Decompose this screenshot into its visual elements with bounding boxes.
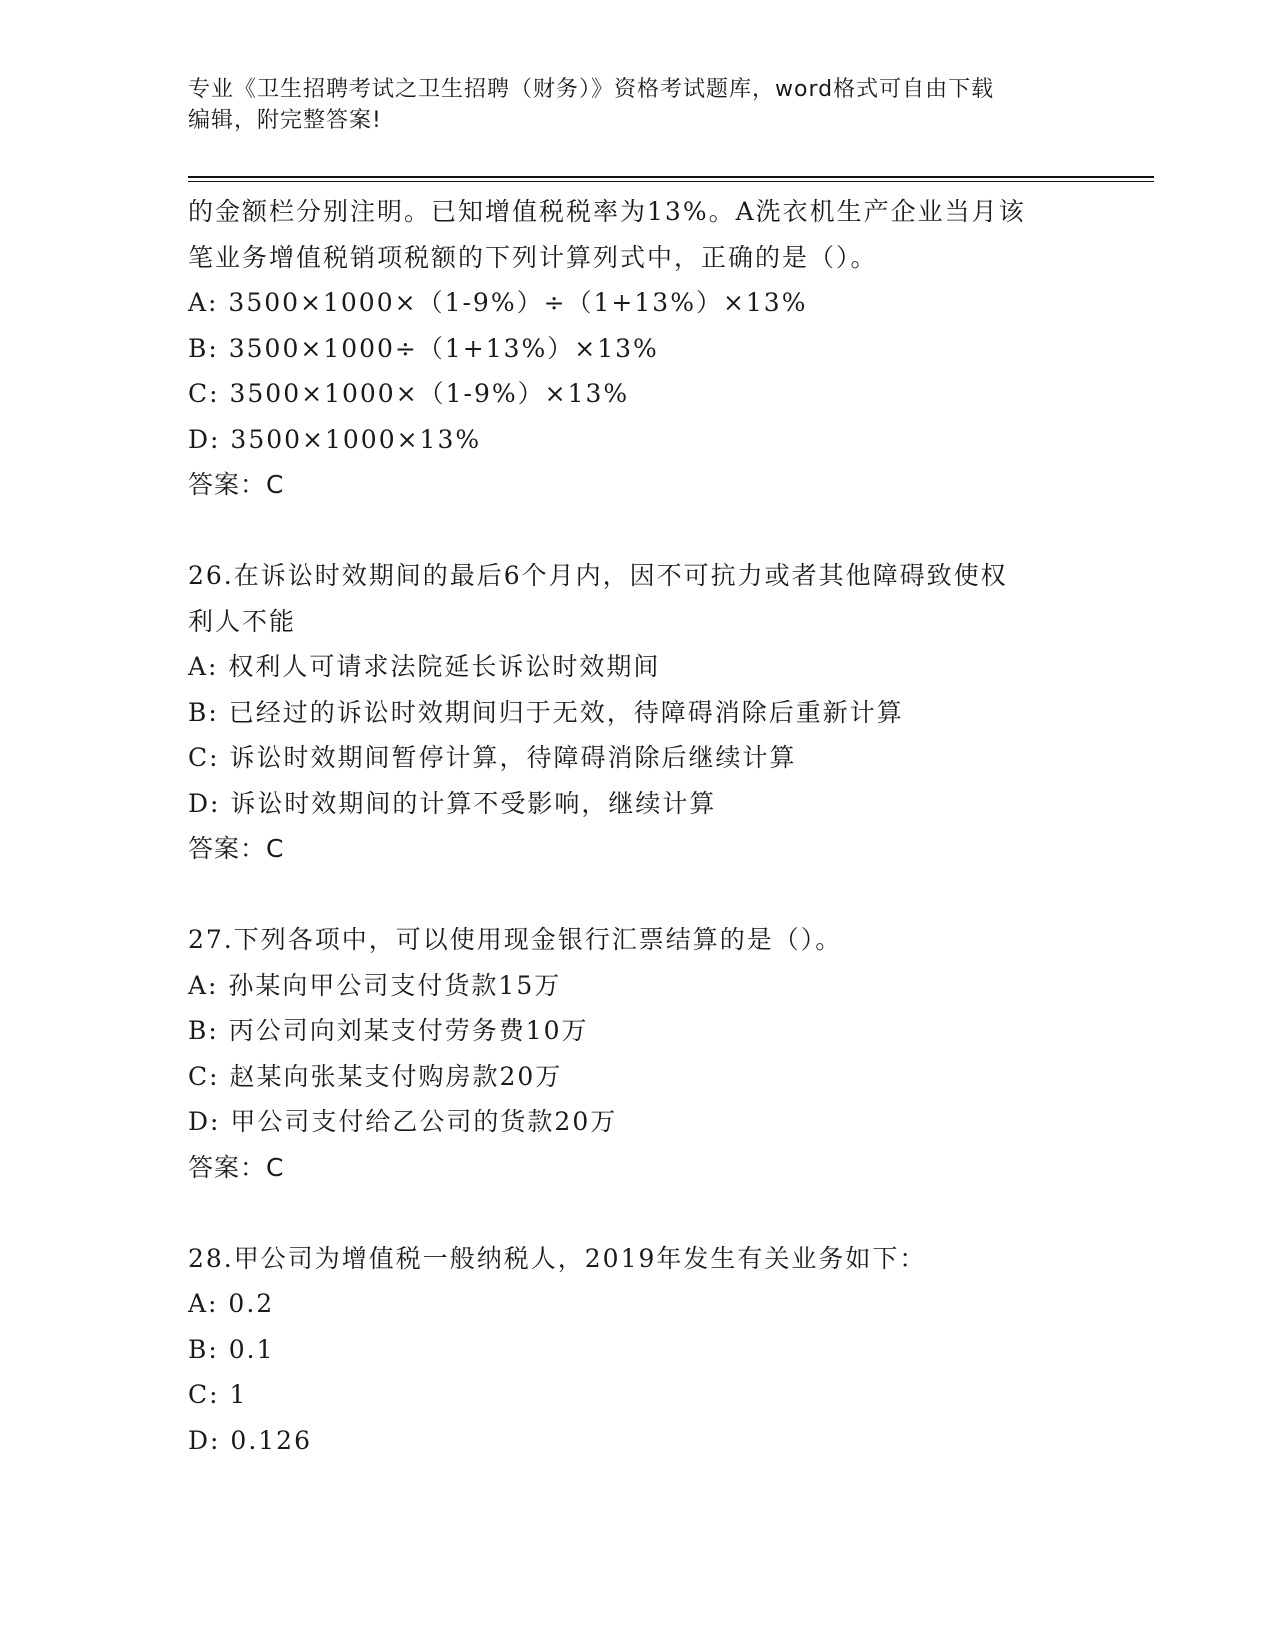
header-line-1: 专业《卫生招聘考试之卫生招聘（财务）》资格考试题库，word格式可自由下载 xyxy=(188,77,995,102)
header-line-2: 编辑，附完整答案! xyxy=(188,108,382,133)
question-26-option-b: B: 已经过的诉讼时效期间归于无效，待障碍消除后重新计算 xyxy=(188,697,904,727)
question-28-option-d: D: 0.126 xyxy=(188,1425,312,1455)
question-26-stem-line-2: 利人不能 xyxy=(188,606,297,636)
spacer xyxy=(188,1190,1118,1236)
question-26-answer: 答案：C xyxy=(188,834,285,863)
question-27-stem: 27.下列各项中，可以使用现金银行汇票结算的是（）。 xyxy=(188,925,843,954)
question-26-option-c: C: 诉讼时效期间暂停计算，待障碍消除后继续计算 xyxy=(188,743,797,772)
question-25-answer: 答案：C xyxy=(188,470,285,499)
question-list xyxy=(188,189,1118,1463)
question-28-option-c: C: 1 xyxy=(188,1380,248,1409)
question-28-stem: 28.甲公司为增值税一般纳税人，2019年发生有关业务如下： xyxy=(188,1243,927,1273)
document-header xyxy=(188,74,1088,136)
question-25-option-d: D: 3500×1000×13% xyxy=(188,424,482,454)
question-25-option-a: A: 3500×1000×（1-9%）÷（1+13%）×13% xyxy=(188,288,808,317)
question-27-option-a: A: 孙某向甲公司支付货款15万 xyxy=(188,970,562,1000)
question-26-option-a: A: 权利人可请求法院延长诉讼时效期间 xyxy=(188,652,661,681)
question-27-option-c: C: 赵某向张某支付购房款20万 xyxy=(188,1061,563,1091)
spacer xyxy=(188,508,1118,554)
header-rule-thick xyxy=(188,176,1154,178)
question-27-option-b: B: 丙公司向刘某支付劳务费10万 xyxy=(188,1016,589,1045)
question-25-option-b: B: 3500×1000÷（1+13%）×13% xyxy=(188,333,659,363)
question-28-option-a: A: 0.2 xyxy=(188,1289,275,1318)
question-25-stem-line-2: 笔业务增值税销项税额的下列计算列式中，正确的是（）。 xyxy=(188,242,878,272)
question-26-stem-line-1: 26.在诉讼时效期间的最后6个月内，因不可抗力或者其他障碍致使权 xyxy=(188,561,1008,590)
question-25-stem-line-1: 的金额栏分别注明。已知增值税税率为13%。A洗衣机生产企业当月该 xyxy=(188,197,1026,226)
question-27-answer: 答案：C xyxy=(188,1152,285,1182)
question-27-option-d: D: 甲公司支付给乙公司的货款20万 xyxy=(188,1107,618,1136)
question-26-option-d: D: 诉讼时效期间的计算不受影响，继续计算 xyxy=(188,788,717,818)
question-28-option-b: B: 0.1 xyxy=(188,1334,275,1364)
question-25-option-c: C: 3500×1000×（1-9%）×13% xyxy=(188,379,630,408)
spacer xyxy=(188,872,1118,918)
header-rule-thin xyxy=(188,181,1154,182)
